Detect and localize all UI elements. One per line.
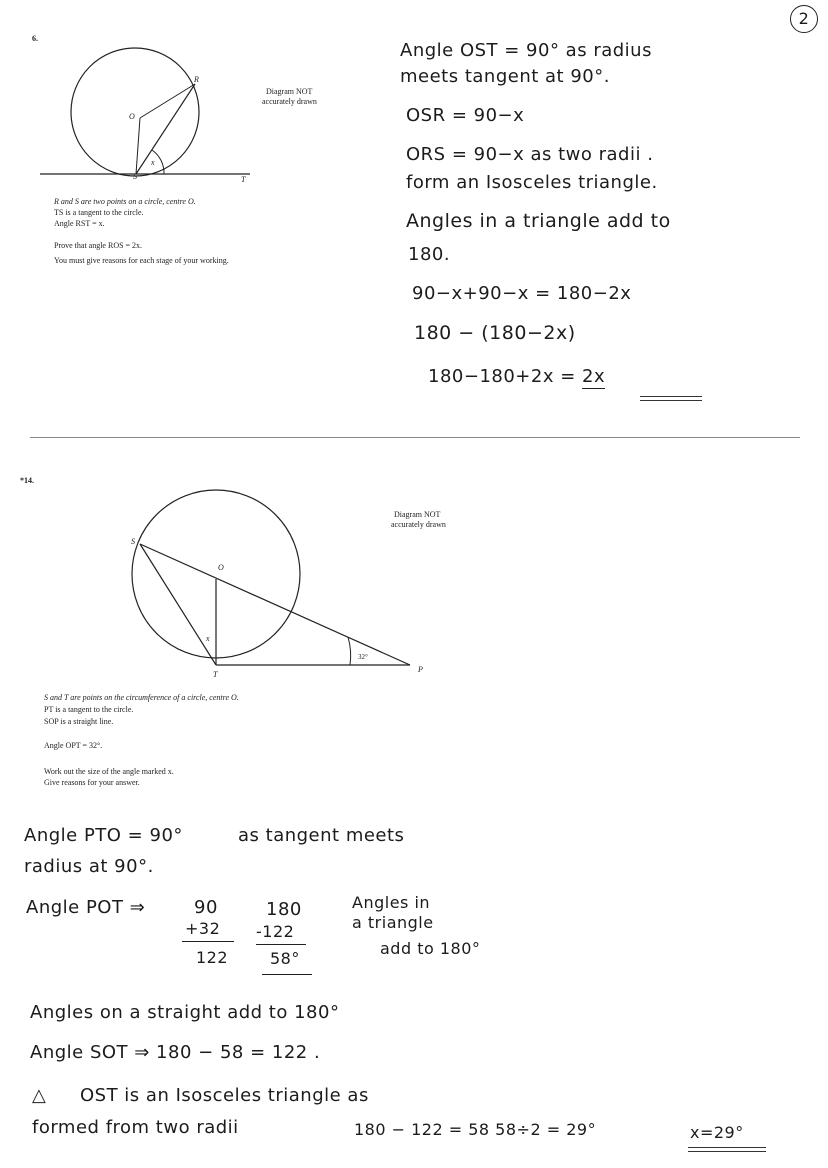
q14-answer-working: 180 − 122 = 58 58÷2 = 29° xyxy=(354,1120,597,1139)
q14-answer-line-3: Angle POT ⇒ xyxy=(26,897,146,918)
q14-number: *14. xyxy=(20,476,34,485)
q6-answer-line-6: Angles in a triangle add to xyxy=(406,210,671,232)
q6-prove-1: Prove that angle ROS = 2x. xyxy=(54,241,143,250)
q14-label-T: T xyxy=(213,670,218,679)
q14-triangle-symbol: △ xyxy=(32,1085,47,1106)
q14-sum-b2: -122 xyxy=(256,922,295,941)
page-number: 2 xyxy=(798,9,810,28)
q6-diagram-note-1: Diagram NOT xyxy=(266,87,313,96)
q14-note-1: Angles in xyxy=(352,893,431,912)
page-number-circle xyxy=(790,5,818,33)
q14-line-sop xyxy=(140,544,410,665)
q14-final-underline-double xyxy=(688,1147,766,1152)
q6-diagram xyxy=(40,40,280,190)
section-divider xyxy=(30,437,800,438)
q6-answer-line-9: 180 − (180−2x) xyxy=(414,322,576,344)
q14-answer-line-6: OST is an Isosceles triangle as xyxy=(80,1085,369,1106)
q6-text-1: R and S are two points on a circle, centre O. xyxy=(54,197,196,206)
q14-answer-line-1a: Angle PTO = 90° xyxy=(24,825,183,846)
q6-text-3: Angle RST = x. xyxy=(54,219,105,228)
q6-final-answer: 2x xyxy=(582,366,606,387)
q14-label-angle: 32° xyxy=(358,653,368,661)
q6-label-S: S xyxy=(133,172,137,181)
q6-diagram-note-2: accurately drawn xyxy=(262,97,317,106)
q6-answer-line-4: ORS = 90−x as two radii . xyxy=(406,144,654,165)
q14-answer-line-4: Angles on a straight add to 180° xyxy=(30,1002,340,1023)
q6-chord-sr xyxy=(136,84,195,174)
q14-angle-arc xyxy=(348,637,351,665)
q6-label-T: T xyxy=(241,175,246,184)
q6-radius-os xyxy=(136,118,140,174)
q6-answer-line-8: 90−x+90−x = 180−2x xyxy=(412,283,632,304)
q14-label-O: O xyxy=(218,563,224,572)
q6-answer-line-3: OSR = 90−x xyxy=(406,105,525,126)
q14-sum-a3: 122 xyxy=(196,948,229,967)
q14-label-x: x xyxy=(206,634,210,643)
q6-circle xyxy=(71,48,199,176)
q14-sum-b3: 58° xyxy=(270,949,300,968)
q14-line-st xyxy=(140,544,216,665)
q14-sum-a-line xyxy=(182,941,234,942)
q6-label-x: x xyxy=(151,158,155,167)
q6-label-R: R xyxy=(194,75,199,84)
q14-final-answer: x=29° xyxy=(690,1123,744,1142)
q14-diagram-note-1: Diagram NOT xyxy=(394,510,441,519)
q6-text-2: TS is a tangent to the circle. xyxy=(54,208,144,217)
q6-prove-2: You must give reasons for each stage of your working. xyxy=(54,256,229,265)
q14-note-2: a triangle xyxy=(352,913,434,932)
q14-sum-b1: 180 xyxy=(266,899,302,920)
q6-number: 6. xyxy=(32,34,38,43)
q14-sum-a1: 90 xyxy=(194,897,218,918)
q14-text-4: Angle OPT = 32°. xyxy=(44,741,103,750)
q6-answer-line-5: form an Isosceles triangle. xyxy=(406,172,658,193)
q14-text-6: Give reasons for your answer. xyxy=(44,778,140,787)
q6-answer-underline-double xyxy=(640,396,702,401)
q14-text-3: SOP is a straight line. xyxy=(44,717,114,726)
q14-text-2: PT is a tangent to the circle. xyxy=(44,705,134,714)
q6-label-O: O xyxy=(129,112,135,121)
q14-text-1: S and T are points on the circumference of a circle, centre O. xyxy=(44,693,239,702)
q6-answer-working: 180−180+2x = xyxy=(428,366,583,387)
q14-answer-line-2: radius at 90°. xyxy=(24,856,154,877)
q14-sum-a2: +32 xyxy=(185,919,221,938)
q6-answer-line-1: Angle OST = 90° as radius xyxy=(400,40,652,61)
q6-answer-line-7: 180. xyxy=(408,244,451,265)
q6-answer-line-10 xyxy=(428,366,605,387)
q6-answer-line-2: meets tangent at 90°. xyxy=(400,66,610,87)
q14-text-5: Work out the size of the angle marked x. xyxy=(44,767,174,776)
q14-label-P: P xyxy=(418,665,423,674)
q14-answer-line-1b: as tangent meets xyxy=(238,825,405,846)
q14-answer-line-5: Angle SOT ⇒ 180 − 58 = 122 . xyxy=(30,1042,321,1063)
q14-sum-b-underline xyxy=(262,974,312,975)
q14-diagram-note-2: accurately drawn xyxy=(391,520,446,529)
q6-radius-or xyxy=(140,84,195,118)
q14-label-S: S xyxy=(131,537,135,546)
q14-sum-b-line xyxy=(256,944,306,945)
q14-diagram xyxy=(120,480,420,680)
q14-answer-line-7: formed from two radii xyxy=(32,1117,239,1138)
q14-note-3: add to 180° xyxy=(380,939,481,958)
